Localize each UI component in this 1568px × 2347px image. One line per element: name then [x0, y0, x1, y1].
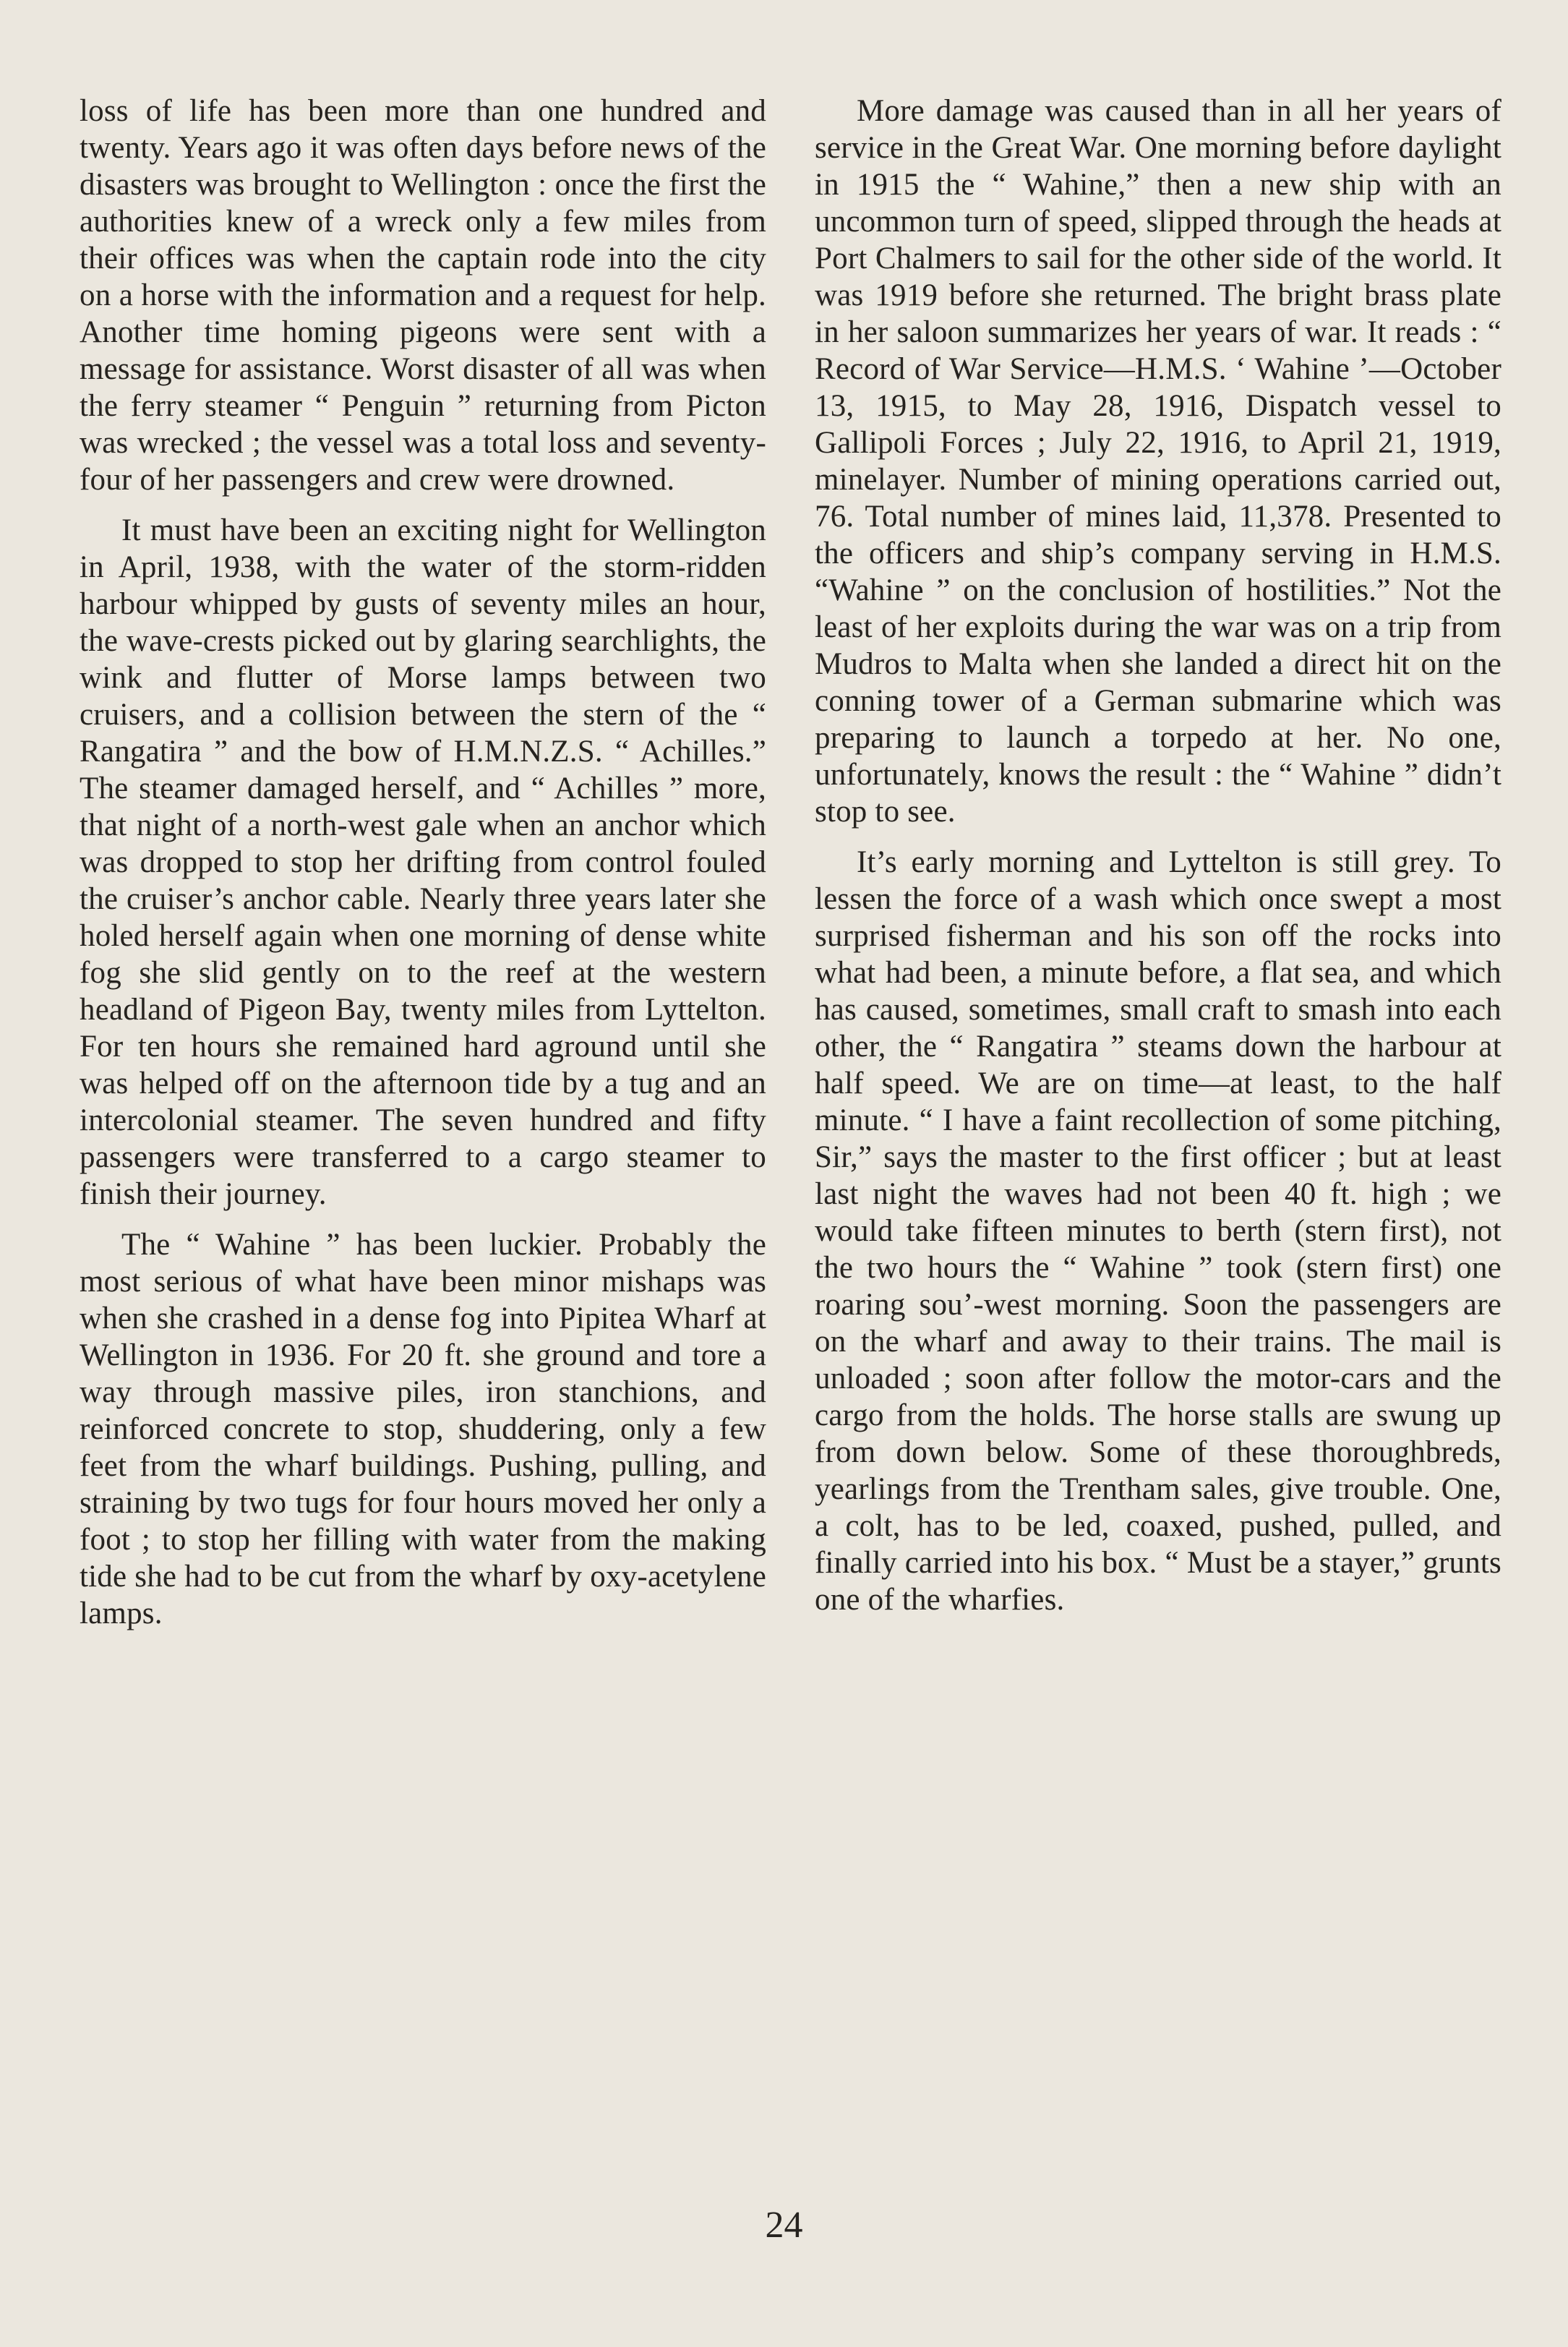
left-paragraph-3: The “ Wahine ” has been luckier. Probably the most serious of what have been minor mishaps was when she crashed in a dense fog into Pipitea Wharf at Wellington in 1936. For 20 ft. she ground and tore a way through massive piles, iron stanchions, and reinforced concrete to stop, shuddering, only a few feet from the wharf buildings. Pushing, pulling, and straining by two tugs for four hours moved her only a foot ; to stop her filling with water from the making tide she had to be cut from the wharf by oxy-acetylene lamps. [80, 1228, 766, 1630]
right-paragraph-1: More damage was caused than in all her years of service in the Great War. One morning before daylight in 1915 the “ Wahine,” then a new ship with an uncommon turn of speed, slipped through the heads at Port Chalmers to sail for the other side of the world. It was 1919 before she returned. The bright brass plate in her saloon summarizes her years of war. It reads : “ Record of War Service—H.M.S. ‘ Wahine ’—October 13, 1915, to May 28, 1916, Dispatch vessel to Gallipoli Forces ; July 22, 1916, to April 21, 1919, minelayer. Number of mining operations carried out, 76. Total number of mines laid, 11,378. Presented to the officers and ship’s company serving in H.M.S. “Wahine ” on the conclusion of hostilities.” Not the least of her exploits during the war was on a trip from Mudros to Malta when she landed a direct hit on the conning tower of a German submarine which was preparing to launch a torpedo at her. No one, unfortunately, knows the result : the “ Wahine ” didn’t stop to see. [815, 94, 1501, 829]
page-number: 24 [765, 2205, 803, 2246]
left-paragraph-2: It must have been an exciting night for Wellington in April, 1938, with the water of the storm-ridden harbour whipped by gusts of seventy miles an hour, the wave-crests picked out by glaring searchlights, the wink and flutter of Morse lamps between two cruisers, and a collision between the stern of the “ Rangatira ” and the bow of H.M.N.Z.S. “ Achilles.” The steamer damaged herself, and “ Achilles ” more, that night of a north-west gale when an anchor which was dropped to stop her drifting from control fouled the cruiser’s anchor cable. Nearly three years later she holed herself again when one morning of dense white fog she slid gently on to the reef at the western headland of Pigeon Bay, twenty miles from Lyttelton. For ten hours she remained hard aground until she was helped off on the afternoon tide by a tug and an intercolonial steamer. The seven hundred and fifty passengers were transferred to a cargo steamer to finish their journey. [80, 513, 766, 1211]
left-paragraph-1: loss of life has been more than one hundred and twenty. Years ago it was often days before news of the disasters was brought to Wellington : once the first the authorities knew of a wreck only a few miles from their offices was when the captain rode into the city on a horse with the information and a request for help. Another time homing pigeons were sent with a message for assistance. Worst disaster of all was when the ferry steamer “ Penguin ” returning from Picton was wrecked ; the vessel was a total loss and seventy-four of her passengers and crew were drowned. [80, 94, 766, 497]
right-paragraph-2: It’s early morning and Lyttelton is still grey. To lessen the force of a wash which once swept a most surprised fisherman and his son off the rocks into what had been, a minute before, a flat sea, and which has caused, sometimes, small craft to smash into each other, the “ Rangatira ” steams down the harbour at half speed. We are on time—at least, to the half minute. “ I have a faint recollection of some pitching, Sir,” says the master to the first officer ; but at least last night the waves had not been 40 ft. high ; we would take fifteen minutes to berth (stern first), not the two hours the “ Wahine ” took (stern first) one roaring sou’-west morning. Soon the passengers are on the wharf and away to their trains. The mail is unloaded ; soon after follow the motor-cars and the cargo from the holds. The horse stalls are swung up from down below. Some of these thoroughbreds, yearlings from the Trentham sales, give trouble. One, a colt, has to be led, coaxed, pushed, pulled, and finally carried into his box. “ Must be a stayer,” grunts one of the wharfies. [815, 845, 1501, 1617]
right-column [815, 93, 1501, 1632]
left-column [80, 93, 766, 1646]
